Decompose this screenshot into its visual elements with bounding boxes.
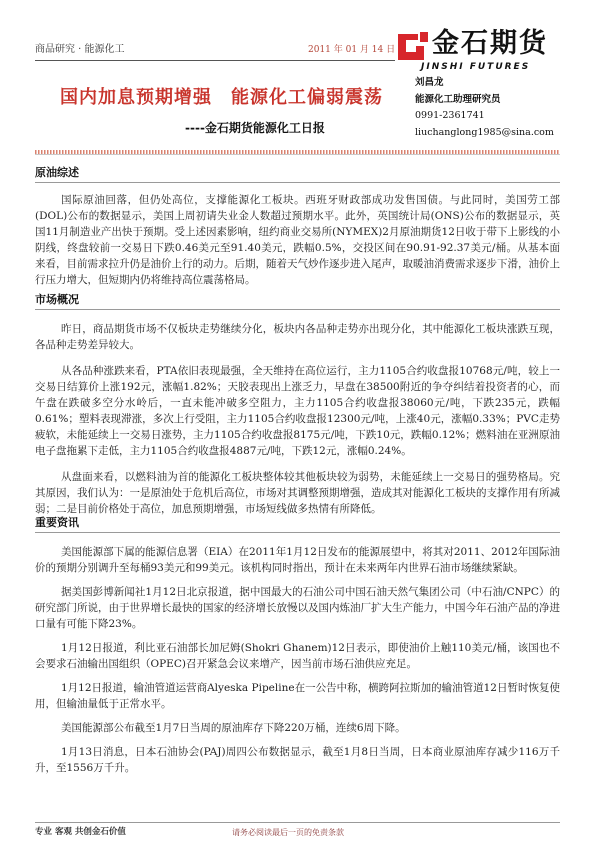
report-category: 商品研究 · 能源化工 (35, 44, 125, 55)
news-item: 美国能源部下属的能源信息署（EIA）在2011年1月12日发布的能源展望中，将其对2011、2012年国际油价的预期分别调升至每桶93美元和99美元。该机构同时指出，预计在未来两年内世界石油市场继续紧缺。 (35, 546, 560, 574)
logo-mark-block (420, 32, 428, 42)
paragraph: 国际原油回落，但仍处高位，支撑能源化工板块。西班牙财政部成功发售国债。与此同时，美国劳工部(DOL)公布的数据显示，美国上周初请失业金人数超过预期水平。此外，英国统计局(ONS)公布的数据显示，英国11月制造业产出快于预期。受上述因素影响，纽约商业交易所(NYMEX)2月原油期货12日收于带下上影线的小阴线，终盘较前一交易日下跌0.46美元至91.40美元，跌幅0.5%，交投区间在90.91-92.37美元/桶。从基本面来看，目前需求拉升仍是油价上行的动力。后期，随着天气炒作逐步进入尾声，取暖油消费需求逐步下滑，油价上行压力增大，但短期内仍将维持高位震荡格局。 (35, 194, 560, 286)
author-role: 能源化工助理研究员 (415, 93, 501, 105)
news-item: 1月13日消息，日本石油协会(PAJ)周四公布数据显示，截至1月8日当周，日本商业原油库存减少116万千升，至1556万千升。 (35, 746, 560, 774)
footer-disclaimer: 请务必阅读最后一页的免责条款 (232, 828, 344, 837)
report-date: 2011 年 01 月 14 日 (308, 45, 396, 55)
section-key-news (35, 516, 560, 776)
author-name: 刘昌龙 (415, 77, 444, 88)
section-heading: 重要资讯 (35, 516, 560, 533)
paragraph: 从盘面来看，以燃料油为首的能源化工板块整体较其他板块较为弱势，未能延续上一交易日的强势格局。究其原因，我们认为：一是原油处于危机后高位，市场对其调整预期增强，造成其对能源化工板块的支撑作用有所减弱；二是目前价格处于高位，加息预期增强，市场短线做多热情有所降低。 (35, 471, 560, 515)
jinshi-logo-icon (396, 30, 430, 62)
paragraph: 从各品种涨跌来看，PTA依旧表现最强，全天维持在高位运行，主力1105合约收盘报10768元/吨，较上一交易日结算价上涨192元，涨幅1.82%；天胶表现出上涨乏力，早盘在38500附近的争夺纠结着投资者的心，而午盘在跌破多空分水岭后，一直未能冲破多空阻力，主力1105合约收盘报38060元/吨，下跌235元，跌幅0.61%；塑料表现滞涨，多次上行受阻，主力1105合约收盘报12300元/吨，上涨40元，涨幅0.33%；PVC走势疲软，未能延续上一交易日涨势，主力1105合约收盘报8175元/吨，下跌10元，跌幅0.12%；燃料油在亚洲原油电子盘拖累下走低，主力1105合约收盘报4887元/吨，下跌12元，涨幅0.24%。 (35, 365, 560, 457)
section-crude-overview (35, 166, 560, 288)
paragraph: 昨日，商品期货市场不仅板块走势继续分化，板块内各品种走势亦出现分化，其中能源化工板块涨跌互现，各品种走势差异较大。 (35, 323, 560, 351)
logo-mark-svg (396, 30, 430, 62)
logo-wordmark-cn: 金石期货 (432, 28, 548, 59)
news-item: 美国能源部公布截至1月7日当周的原油库存下降220万桶，连续6周下降。 (61, 722, 406, 734)
author-email: liuchanglong1985@sina.com (415, 126, 554, 138)
footer-divider (35, 822, 560, 823)
section-heading: 市场概况 (35, 293, 560, 310)
section-heading: 原油综述 (35, 166, 560, 183)
header-divider (35, 60, 395, 61)
logo-wordmark-en: JINSHI FUTURES (421, 62, 531, 72)
report-title: 国内加息预期增强 能源化工偏弱震荡 (60, 87, 383, 108)
author-block (415, 75, 560, 141)
report-subtitle: ----金石期货能源化工日报 (185, 121, 325, 135)
news-item: 1月12日报道，利比亚石油部长加尼姆(Shokri Ghanem)12日表示，即使油价上触110美元/桶，该国也不会要求石油输出国组织（OPEC)召开紧急会议来增产，因当前市场石油供应充足。 (35, 642, 560, 670)
section-market-overview (35, 293, 560, 517)
author-phone: 0991-2361741 (415, 110, 485, 121)
footer-slogan: 专业 客观 共创金石价值 (35, 827, 126, 837)
decorative-divider (35, 150, 560, 155)
news-item: 1月12日报道，输油管道运营商Alyeska Pipeline在一公告中称，横跨阿拉斯加的输油管道12日暂时恢复使用，但输油量低于正常水平。 (35, 682, 560, 710)
news-item: 据美国彭博新闻社1月12日北京报道，据中国最大的石油公司中国石油天然气集团公司（中石油/CNPC）的研究部门所说，由于世界增长最快的国家的经济增长放慢以及国内炼油厂扩大生产能力，中国今年石油产品的净进口量有可能下降23%。 (35, 586, 560, 630)
